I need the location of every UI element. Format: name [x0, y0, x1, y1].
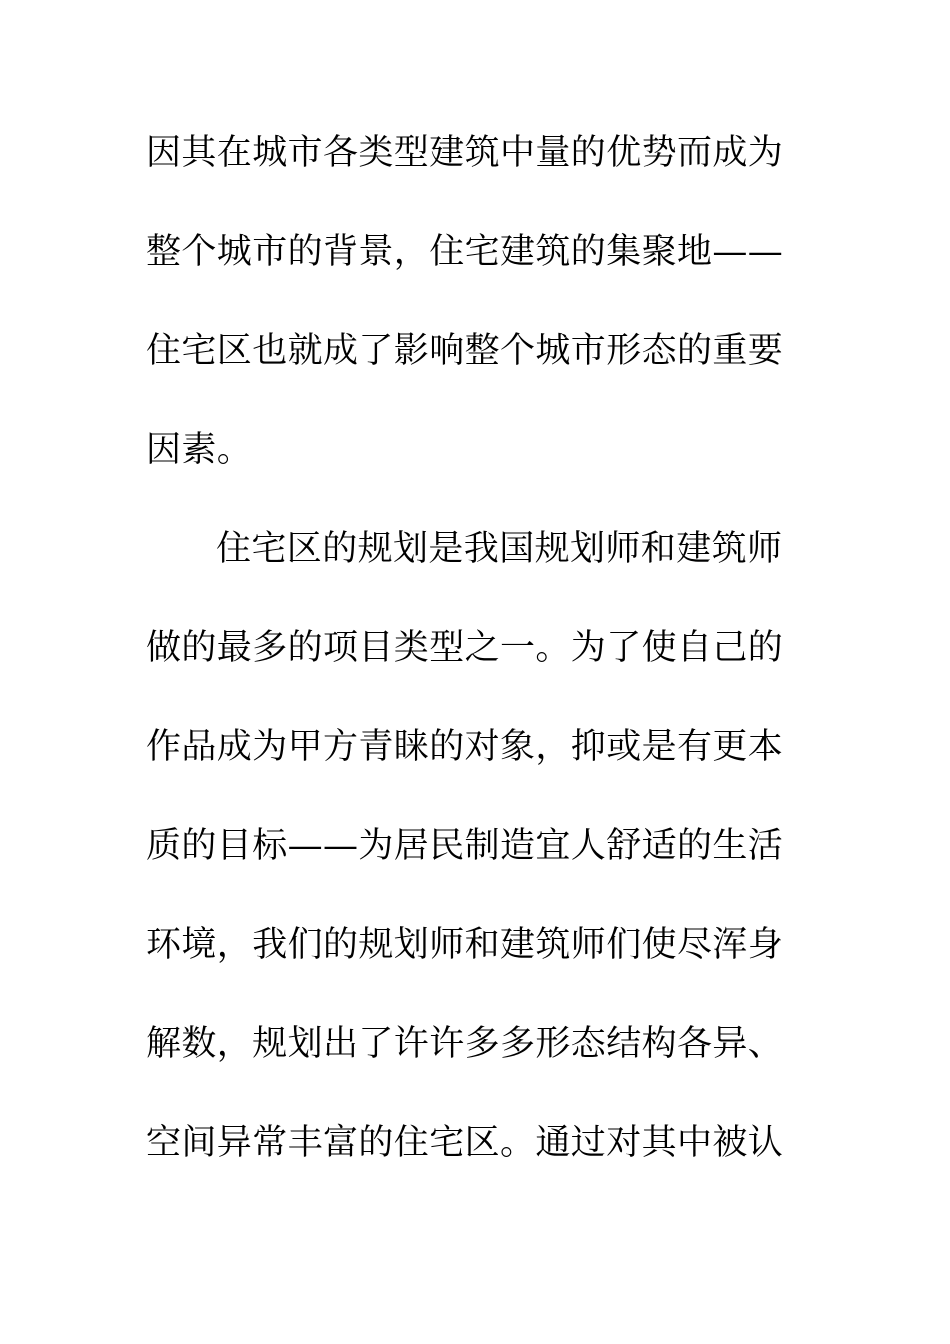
text-line: 环境，我们的规划师和建筑师们使尽浑身	[146, 925, 784, 965]
text-line: 做的最多的项目类型之一。为了使自己的	[146, 628, 784, 668]
paragraph-start-line: 住宅区的规划是我国规划师和建筑师	[216, 529, 783, 569]
text-line: 空间异常丰富的住宅区。通过对其中被认	[146, 1123, 784, 1163]
text-line: 整个城市的背景，住宅建筑的集聚地——	[146, 232, 784, 272]
text-line: 因其在城市各类型建筑中量的优势而成为	[146, 133, 784, 173]
text-line: 解数，规划出了许许多多形态结构各异、	[146, 1024, 784, 1064]
text-line: 质的目标——为居民制造宜人舒适的生活	[146, 826, 784, 866]
text-line: 住宅区也就成了影响整个城市形态的重要	[146, 331, 784, 371]
text-line: 作品成为甲方青睐的对象，抑或是有更本	[146, 727, 784, 767]
body-text	[146, 125, 786, 1214]
text-line: 因素。	[146, 430, 253, 470]
